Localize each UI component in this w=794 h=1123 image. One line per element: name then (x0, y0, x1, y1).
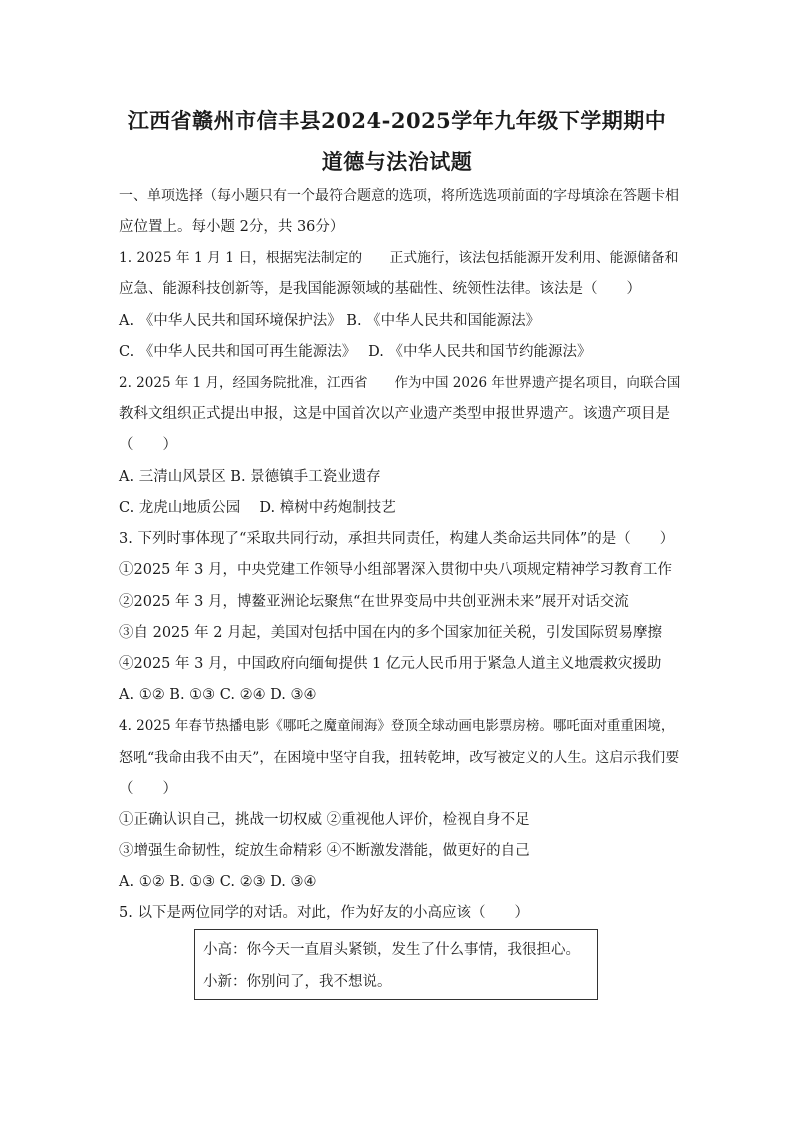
q3-stem-line1: 3. 下列时事体现了“采取共同行动，承担共同责任，构建人类命运共同体”的是（ ） (119, 531, 675, 547)
q2-stem-line1: 2. 2025 年 1 月，经国务院批准，江西省 作为中国 2026 年世界遗产提名项目，向联合国 (119, 375, 681, 391)
q1-options-line1: A. 《中华人民共和国环境保护法》 B. 《中华人民共和国能源法》 (119, 313, 541, 329)
q3-choices: A. ①② B. ①③ C. ②④ D. ③④ (119, 687, 317, 703)
dialogue-line-xiaogao: 小高：你今天一直眉头紧锁，发生了什么事情，我很担心。 (203, 942, 580, 958)
q3-statement-4: ④2025 年 3 月，中国政府向缅甸提供 1 亿元人民币用于紧急人道主义地震救灾援助 (119, 656, 662, 672)
q5-stem-line1: 5. 以下是两位同学的对话。对此，作为好友的小高应该（ ） (119, 905, 529, 921)
q4-statements-line2: ③增强生命韧性，绽放生命精彩 ④不断激发潜能，做更好的自己 (119, 843, 530, 859)
q3-statement-2: ②2025 年 3 月，博鳌亚洲论坛聚焦“在世界变局中共创亚洲未来”展开对话交流 (119, 594, 629, 610)
q4-statements-line1: ①正确认识自己，挑战一切权威 ②重视他人评价，检视自身不足 (119, 812, 530, 828)
dialogue-line-xiaoxin: 小新：你别问了，我不想说。 (203, 974, 392, 990)
q1-stem-line2: 应急、能源科技创新等，是我国能源领域的基础性、统领性法律。该法是（ ） (119, 281, 641, 297)
q3-statement-3: ③自 2025 年 2 月起，美国对包括中国在内的多个国家加征关税，引发国际贸易摩擦 (119, 625, 663, 641)
q2-options-line2: C. 龙虎山地质公园 D. 樟树中药炮制技艺 (119, 500, 396, 516)
q4-stem-line2: 怒吼“我命由我不由天”，在困境中坚守自我，扭转乾坤，改写被定义的人生。这启示我们要 (119, 750, 680, 766)
section-heading-cont: 应位置上。每小题 2分，共 36分） (119, 219, 345, 235)
q2-options-line1: A. 三清山风景区 B. 景德镇手工瓷业遗存 (119, 469, 381, 485)
section-heading: 一、单项选择（每小题只有一个最符合题意的选项，将所选选项前面的字母填涂在答题卡相 (119, 188, 679, 204)
q2-stem-line3: （ ） (119, 437, 177, 453)
q3-statement-1: ①2025 年 3 月，中央党建工作领导小组部署深入贯彻中央八项规定精神学习教育工作 (119, 562, 672, 578)
q1-stem-line1: 1. 2025 年 1 月 1 日，根据宪法制定的 正式施行，该法包括能源开发利用、能源储备和 (119, 250, 679, 266)
q4-stem-line1: 4. 2025 年春节热播电影《哪吒之魔童闹海》登顶全球动画电影票房榜。哪吒面对重重困境， (119, 718, 675, 734)
exam-title-line1: 江西省赣州市信丰县2024-2025学年九年级下学期期中 (127, 108, 667, 133)
dialogue-box (194, 929, 598, 1000)
q4-choices: A. ①② B. ①③ C. ②③ D. ③④ (119, 874, 317, 890)
q2-stem-line2: 教科文组织正式提出申报，这是中国首次以产业遗产类型申报世界遗产。该遗产项目是 (119, 406, 670, 422)
exam-title-line2: 道德与法治试题 (321, 149, 473, 174)
q1-options-line2: C. 《中华人民共和国可再生能源法》 D. 《中华人民共和国节约能源法》 (119, 344, 592, 360)
q4-stem-line3: （ ） (119, 781, 177, 797)
